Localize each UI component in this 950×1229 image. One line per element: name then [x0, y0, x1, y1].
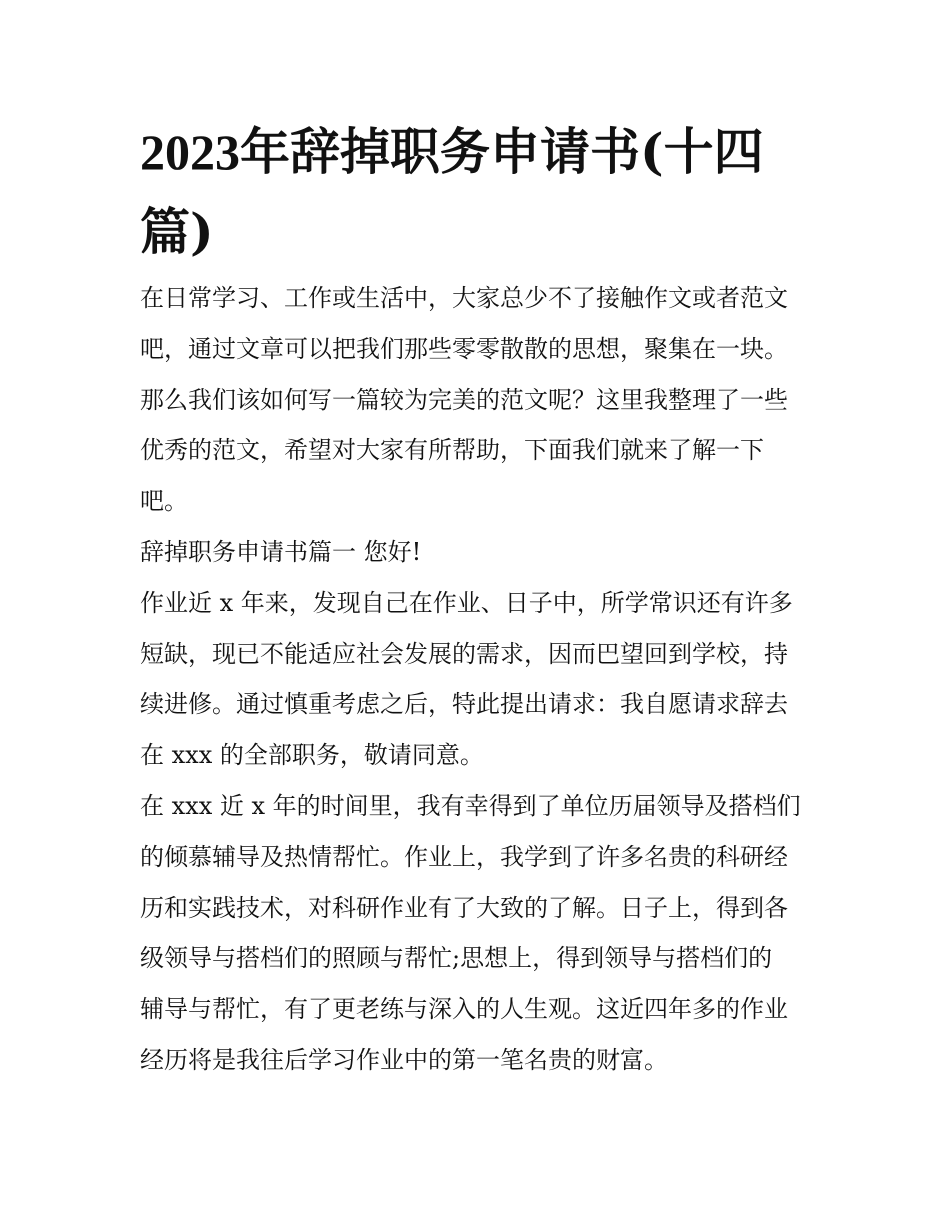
text-line: 续进修。通过慎重考虑之后，特此提出请求：我自愿请求辞去	[140, 690, 788, 719]
text-line: 辅导与帮忙，有了更老练与深入的人生观。这近四年多的作业	[140, 995, 788, 1024]
text-line: 那么我们该如何写一篇较为完美的范文呢？这里我整理了一些	[140, 385, 788, 414]
paragraph-gratitude	[140, 781, 820, 1086]
title-line1-text: 年辞掉职务申请书(十四	[240, 122, 764, 181]
text-line: 优秀的范文，希望对大家有所帮助，下面我们就来了解一下	[140, 436, 764, 465]
document-title	[140, 112, 820, 271]
text-line: 在 xxx 近 x 年的时间里，我有幸得到了单位历届领导及搭档们	[140, 791, 801, 820]
paragraph-heading-one	[140, 527, 820, 578]
document-body	[140, 273, 820, 1086]
text-line: 级领导与搭档们的照顾与帮忙;思想上，得到领导与搭档们的	[140, 944, 773, 973]
text-line: 的倾慕辅导及热情帮忙。作业上，我学到了许多名贵的科研经	[140, 842, 788, 871]
title-year: 2023	[140, 124, 240, 180]
paragraph-resignation-reason	[140, 578, 820, 781]
text-line: 经历将是我往后学习作业中的第一笔名贵的财富。	[140, 1045, 668, 1074]
text-line: 吧，通过文章可以把我们那些零零散散的思想，聚集在一块。	[140, 334, 788, 363]
text-line: 短缺，现已不能适应社会发展的需求，因而巴望回到学校，持	[140, 639, 788, 668]
text-line: 吧。	[140, 487, 188, 516]
text-line: 在日常学习、工作或生活中，大家总少不了接触作文或者范文	[140, 284, 788, 312]
text-line: 作业近 x 年来，发现自己在作业、日子中，所学常识还有许多	[140, 588, 793, 617]
text-line: 历和实践技术，对科研作业有了大致的了解。日子上，得到各	[140, 893, 788, 922]
paragraph-intro	[140, 273, 820, 527]
title-line2-text: 篇)	[140, 202, 214, 261]
text-line: 辞掉职务申请书篇一 您好!	[140, 537, 422, 566]
text-line: 在 xxx 的全部职务，敬请同意。	[140, 741, 484, 770]
